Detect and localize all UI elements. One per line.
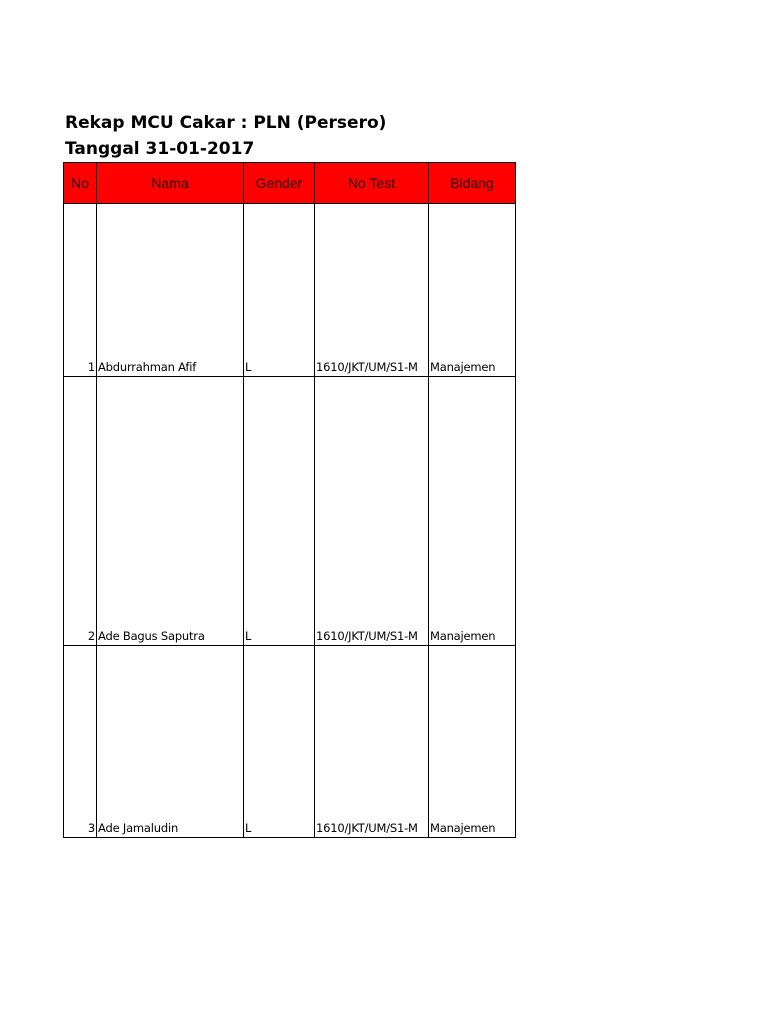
cell-bidang: Manajemen <box>429 204 516 377</box>
cell-nama: Ade Jamaludin <box>97 646 244 838</box>
cell-bidang: Manajemen <box>429 646 516 838</box>
cell-no: 3 <box>64 646 97 838</box>
table-row <box>64 646 516 838</box>
cell-gender: L <box>244 377 315 646</box>
column-header-gender: Gender <box>244 163 315 204</box>
table-row <box>64 377 516 646</box>
cell-bidang: Manajemen <box>429 377 516 646</box>
cell-no-test: 1610/JKT/UM/S1-M <box>315 204 429 377</box>
column-header-no: No <box>64 163 97 204</box>
cell-gender: L <box>244 646 315 838</box>
document-date: Tanggal 31-01-2017 <box>65 139 255 159</box>
cell-nama: Ade Bagus Saputra <box>97 377 244 646</box>
cell-nama: Abdurrahman Afif <box>97 204 244 377</box>
column-header-nama: Nama <box>97 163 244 204</box>
column-header-bidang: Bidang <box>429 163 516 204</box>
cell-gender: L <box>244 204 315 377</box>
table-row <box>64 204 516 377</box>
recap-table <box>63 162 516 838</box>
cell-no-test: 1610/JKT/UM/S1-M <box>315 377 429 646</box>
table-header-row <box>64 163 516 204</box>
document-title: Rekap MCU Cakar : PLN (Persero) <box>65 113 387 133</box>
cell-no-test: 1610/JKT/UM/S1-M <box>315 646 429 838</box>
cell-no: 2 <box>64 377 97 646</box>
column-header-no-test: No Test <box>315 163 429 204</box>
cell-no: 1 <box>64 204 97 377</box>
